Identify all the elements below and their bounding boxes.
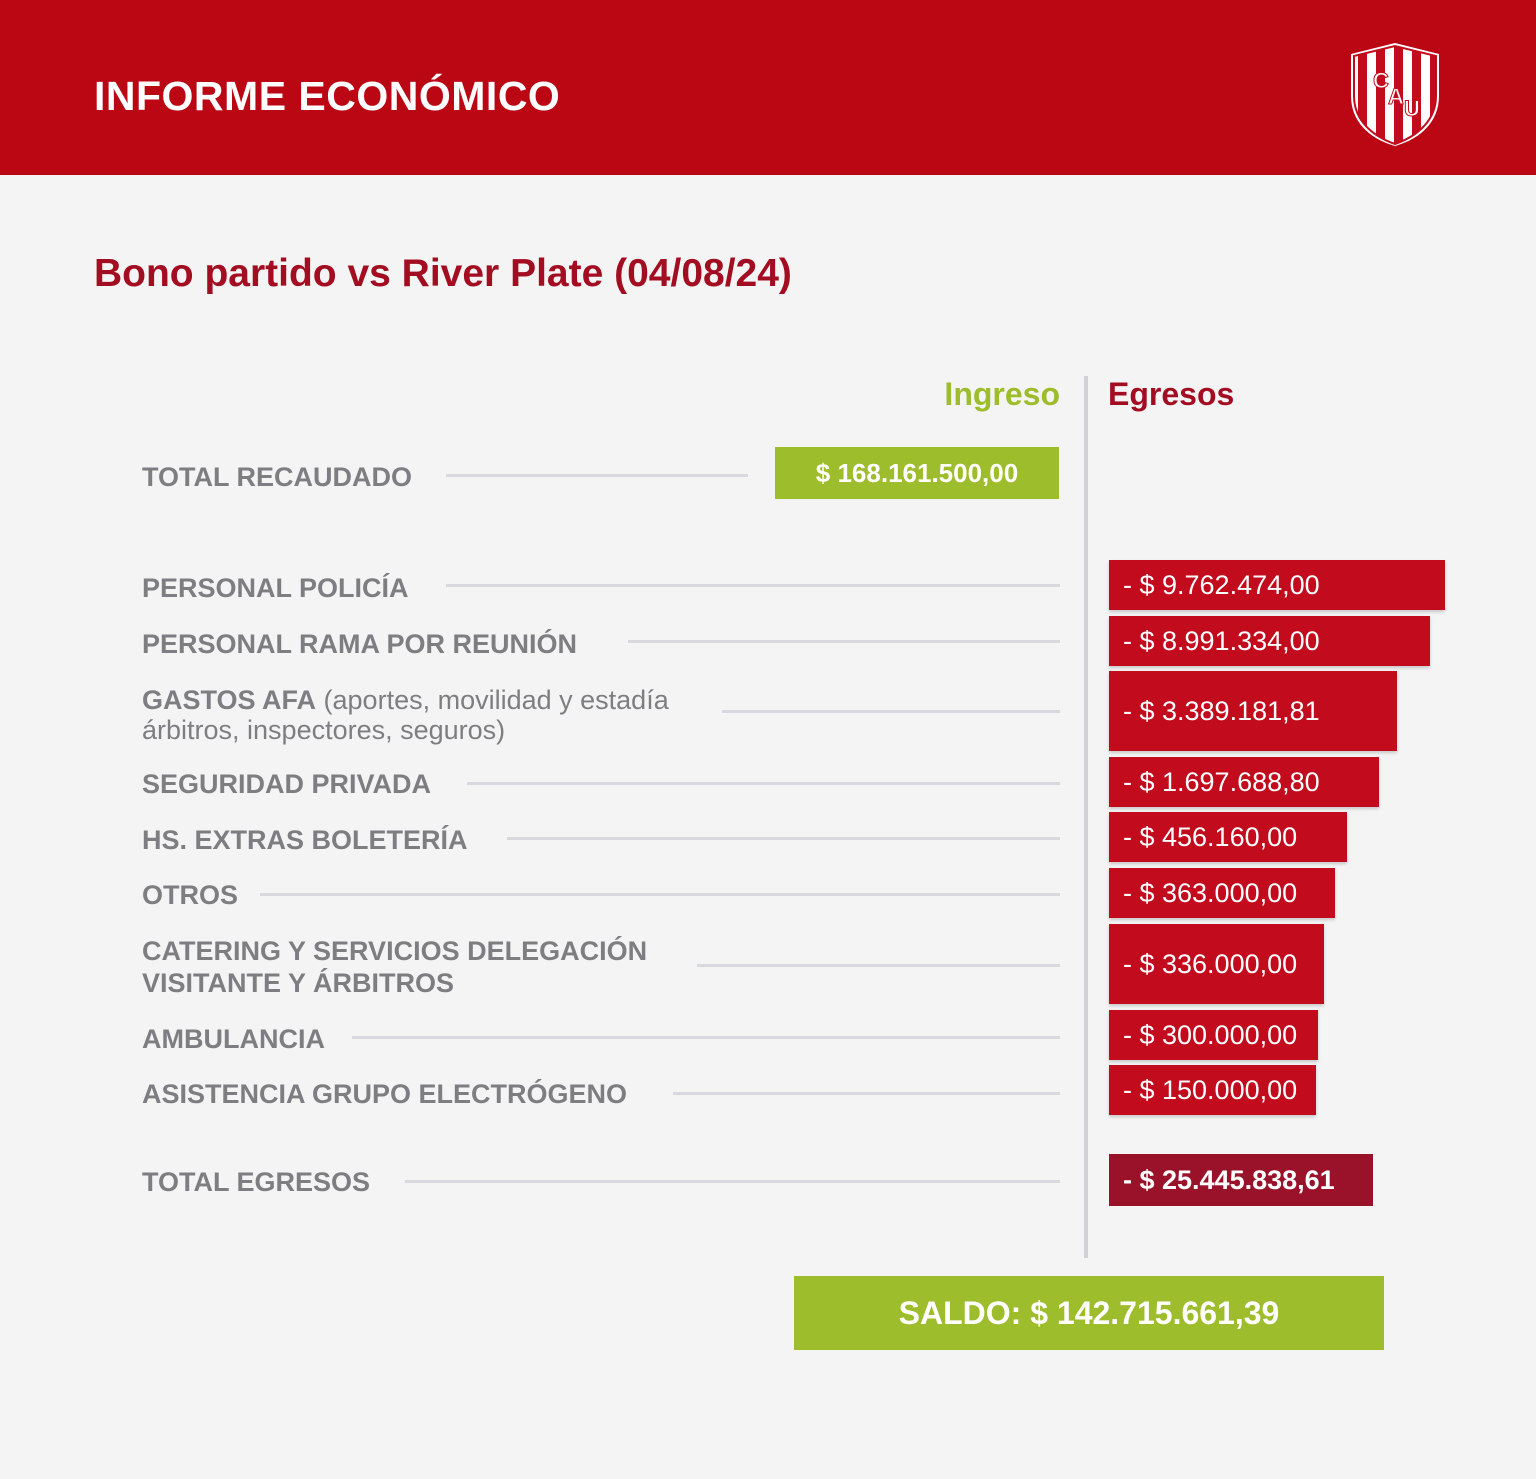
leader-line bbox=[722, 710, 1060, 713]
egreso-label-catering-line2: VISITANTE Y ÁRBITROS bbox=[142, 968, 455, 998]
egreso-bar-otros: - $ 363.000,00 bbox=[1109, 868, 1335, 918]
leader-line bbox=[507, 837, 1060, 840]
egreso-bar-seguridad-privada: - $ 1.697.688,80 bbox=[1109, 757, 1379, 807]
leader-line bbox=[260, 893, 1060, 896]
total-egresos-label: TOTAL EGRESOS bbox=[142, 1167, 371, 1197]
leader-line bbox=[352, 1036, 1060, 1039]
gastos-afa-detail-2: árbitros, inspectores, seguros) bbox=[142, 715, 506, 745]
egreso-label-seguridad-privada: SEGURIDAD PRIVADA bbox=[142, 769, 432, 799]
egreso-bar-catering: - $ 336.000,00 bbox=[1109, 924, 1324, 1004]
saldo-box: SALDO: $ 142.715.661,39 bbox=[794, 1276, 1384, 1350]
total-recaudado-value: $ 168.161.500,00 bbox=[775, 447, 1059, 499]
column-header-egresos: Egresos bbox=[1108, 376, 1235, 412]
egreso-label-personal-rama: PERSONAL RAMA POR REUNIÓN bbox=[142, 629, 578, 659]
egreso-bar-hs-extras: - $ 456.160,00 bbox=[1109, 812, 1347, 862]
egreso-label-otros: OTROS bbox=[142, 880, 239, 910]
leader-line bbox=[446, 584, 1060, 587]
club-crest-logo bbox=[1348, 42, 1442, 146]
egreso-label-catering: CATERING Y SERVICIOS DELEGACIÓN bbox=[142, 936, 648, 966]
header-banner bbox=[0, 0, 1536, 175]
egreso-bar-personal-policia: - $ 9.762.474,00 bbox=[1109, 560, 1445, 610]
egreso-label-hs-extras: HS. EXTRAS BOLETERÍA bbox=[142, 825, 468, 855]
egreso-label-ambulancia: AMBULANCIA bbox=[142, 1024, 325, 1054]
leader-line bbox=[697, 964, 1060, 967]
egreso-label-gastos-afa bbox=[142, 684, 669, 716]
egreso-label-personal-policia: PERSONAL POLICÍA bbox=[142, 573, 409, 603]
gastos-afa-detail: (aportes, movilidad y estadía bbox=[316, 685, 669, 715]
leader-line bbox=[405, 1180, 1060, 1183]
leader-line bbox=[446, 474, 748, 477]
leader-line bbox=[673, 1092, 1060, 1095]
egreso-label-gastos-afa-line2 bbox=[142, 714, 505, 746]
egreso-bar-personal-rama: - $ 8.991.334,00 bbox=[1109, 616, 1430, 666]
column-header-ingreso: Ingreso bbox=[944, 376, 1060, 412]
leader-line bbox=[628, 640, 1060, 643]
crest-letter-u: U bbox=[1404, 96, 1420, 121]
crest-letter-a: A bbox=[1388, 84, 1404, 109]
leader-line bbox=[467, 782, 1060, 785]
crest-letter-c: C bbox=[1373, 68, 1389, 93]
total-recaudado-label: TOTAL RECAUDADO bbox=[142, 462, 412, 492]
egreso-bar-ambulancia: - $ 300.000,00 bbox=[1109, 1010, 1318, 1060]
egreso-label-grupo-electrogeno: ASISTENCIA GRUPO ELECTRÓGENO bbox=[142, 1079, 628, 1109]
total-egresos-value: - $ 25.445.838,61 bbox=[1109, 1154, 1373, 1206]
egreso-bar-gastos-afa: - $ 3.389.181,81 bbox=[1109, 671, 1397, 751]
gastos-afa-title: GASTOS AFA bbox=[142, 685, 317, 715]
egreso-bar-grupo-electrogeno: - $ 150.000,00 bbox=[1109, 1065, 1316, 1115]
report-subtitle: Bono partido vs River Plate (04/08/24) bbox=[94, 252, 792, 295]
page-title: INFORME ECONÓMICO bbox=[94, 73, 561, 119]
column-divider bbox=[1084, 376, 1088, 1258]
